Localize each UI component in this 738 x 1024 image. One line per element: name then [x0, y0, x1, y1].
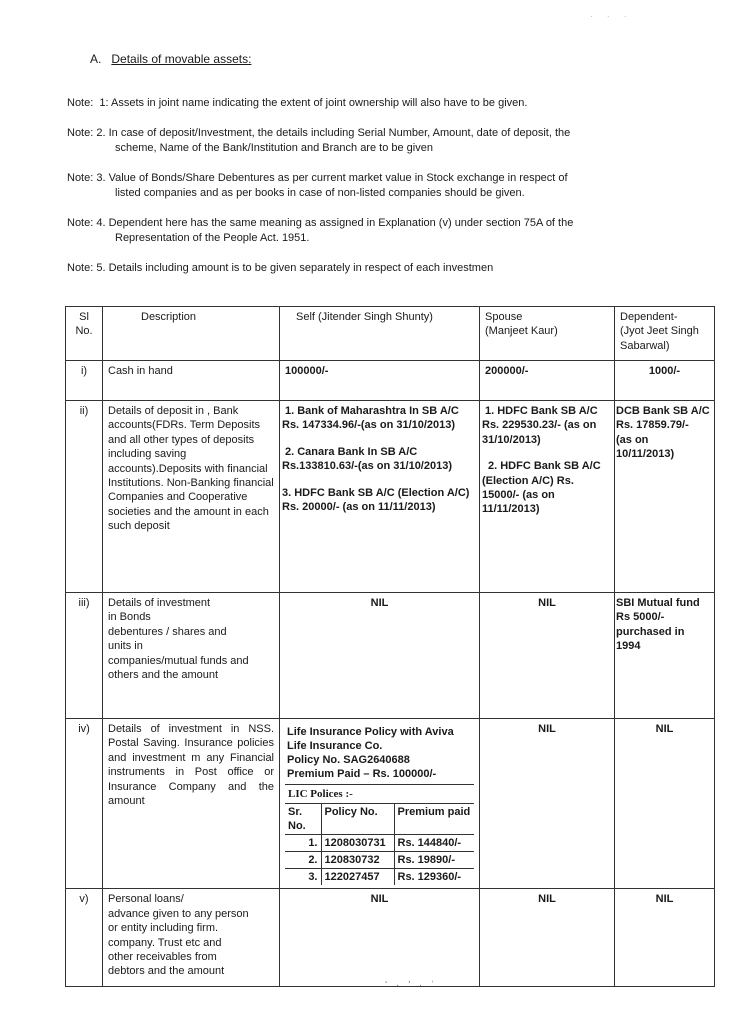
table-row	[66, 593, 715, 719]
row-sl: iv)	[66, 719, 103, 889]
desc-line: debentures / shares and	[108, 625, 227, 638]
policy-line: Premium Paid – Rs. 100000/-	[287, 768, 437, 780]
desc-line: others and the amount	[108, 669, 219, 682]
row-self	[280, 401, 480, 593]
row-self: 100000/-	[280, 361, 480, 401]
note-text-cont: scheme, Name of the Bank/Institution and Branch are to be given	[115, 142, 433, 154]
lic-row	[285, 852, 474, 869]
note-4	[67, 216, 667, 246]
table-row	[66, 401, 715, 593]
assets-table	[65, 306, 715, 987]
row-dependent	[615, 401, 715, 593]
note-text: 1: Assets in joint name indicating the extent of joint ownership will also have to be given.	[99, 97, 528, 109]
desc-line: debtors and the amount	[108, 965, 225, 978]
deposit-line: Rs. 147334.96/-(as on 31/10/2013)	[282, 419, 456, 432]
note-text-cont: Representation of the People Act. 1951.	[115, 232, 310, 244]
note-text: 4. Dependent here has the same meaning as assigned in Explanation (v) under section 75A of the	[96, 217, 574, 229]
deposit-line: (Election A/C) Rs.	[482, 474, 574, 487]
policy-line: Life Insurance Co.	[287, 740, 383, 752]
row-spouse: NIL	[480, 719, 615, 889]
row-self: NIL	[280, 889, 480, 987]
lic-header: Policy No.	[321, 804, 394, 835]
header-spouse	[480, 307, 615, 361]
footer-mark: ʻ · ’ · ʾ	[385, 980, 438, 991]
row-spouse: 200000/-	[480, 361, 615, 401]
lic-header: Sr. No.	[285, 804, 321, 835]
deposit-line: 11/11/2013)	[482, 503, 540, 516]
row-spouse: NIL	[480, 889, 615, 987]
note-text: 5. Details including amount is to be given separately in respect of each investmen	[96, 262, 494, 274]
note-label: Note:	[67, 97, 94, 109]
header-dependent	[615, 307, 715, 361]
desc-line: other receivables from	[108, 951, 217, 964]
lic-cell: Rs. 129360/-	[394, 869, 474, 886]
header-sl-line: No.	[75, 325, 93, 338]
deposit-line: Rs.133810.63/-(as on 31/10/2013)	[282, 460, 453, 473]
header-dependent-line: Dependent-	[620, 311, 678, 323]
note-label: Note:	[67, 262, 94, 274]
row-self: NIL	[280, 593, 480, 719]
row-dependent	[615, 593, 715, 719]
lic-cell: 3.	[285, 869, 321, 886]
lic-header-row	[285, 804, 474, 835]
desc-line: company. Trust etc and	[108, 936, 222, 949]
policy-line: Life Insurance Policy with Aviva	[287, 726, 454, 738]
row-dependent: 1000/-	[615, 361, 715, 401]
dependent-line: purchased in	[616, 625, 685, 638]
lic-cell: 1.	[285, 835, 321, 852]
deposit-line: Rs. 17859.79/-	[616, 419, 689, 432]
header-spouse-line: Spouse	[485, 311, 523, 323]
lic-cell: Rs. 19890/-	[394, 852, 474, 869]
row-description	[103, 593, 280, 719]
lic-cell: 1208030731	[321, 835, 394, 852]
note-5	[67, 261, 667, 276]
header-dependent-line: (Jyot Jeet Singh	[620, 325, 699, 338]
row-dependent: NIL	[615, 889, 715, 987]
header-sl-line: Sl	[79, 311, 89, 323]
row-description	[103, 889, 280, 987]
header-spouse-line: (Manjeet Kaur)	[485, 325, 558, 338]
lic-header: Premium paid	[394, 804, 474, 835]
table-row	[66, 719, 715, 889]
row-self	[280, 719, 480, 889]
deposit-line: Rs. 20000/- (as on 11/11/2013)	[282, 501, 436, 514]
lic-row	[285, 869, 474, 886]
section-prefix: A.	[90, 52, 102, 66]
table-row	[66, 889, 715, 987]
deposit-line: 31/10/2013)	[482, 433, 541, 446]
note-text: 3. Value of Bonds/Share Debentures as per current market value in Stock exchange in respect of	[96, 172, 568, 184]
row-dependent: NIL	[615, 719, 715, 889]
lic-cell: 122027457	[321, 869, 394, 886]
scan-speck: · · ·	[590, 12, 633, 21]
row-sl: iii)	[66, 593, 103, 719]
deposit-line: 3. HDFC Bank SB A/C (Election A/C)	[282, 486, 470, 499]
lic-table	[285, 803, 474, 885]
lic-title: LIC Polices :-	[285, 784, 474, 803]
row-sl: i)	[66, 361, 103, 401]
note-text-cont: listed companies and as per books in case of non-listed companies should be given.	[115, 187, 525, 199]
desc-line: units in	[108, 640, 143, 653]
dependent-line: Rs 5000/-	[616, 611, 665, 624]
deposit-line: 10/11/2013)	[616, 448, 675, 461]
header-self: Self (Jitender Singh Shunty)	[280, 307, 480, 361]
row-description: Details of deposit in , Bank accounts(FDRs. Term Deposits and all other types of deposits including saving accounts).Deposits with financial Institutions. Non-Banking financial Companies and Cooperative societies and the amount in each such deposit	[103, 401, 280, 593]
note-3	[67, 171, 667, 201]
dependent-line: 1994	[616, 640, 641, 653]
lic-cell: 120830732	[321, 852, 394, 869]
deposit-line: 15000/- (as on	[482, 489, 555, 502]
lic-row	[285, 835, 474, 852]
dependent-line: SBI Mutual fund	[616, 597, 700, 609]
deposit-line: Rs. 229530.23/- (as on	[482, 419, 597, 432]
header-description: Description	[103, 307, 280, 361]
note-2	[67, 126, 667, 156]
deposit-line: (as on	[616, 433, 649, 446]
row-sl: ii)	[66, 401, 103, 593]
desc-line: Personal loans/	[108, 893, 184, 906]
header-sl	[66, 307, 103, 361]
table-header-row	[66, 307, 715, 361]
row-description: Details of investment in NSS. Postal Saving. Insurance policies and investment m any Financial instruments in Post office or Insurance Company and the amount	[103, 719, 280, 889]
section-title: Details of movable assets:	[111, 52, 252, 66]
desc-line: or entity including firm.	[108, 922, 219, 935]
note-label: Note:	[67, 217, 94, 229]
deposit-line: 1. HDFC Bank SB A/C	[485, 405, 598, 417]
desc-line: companies/mutual funds and	[108, 654, 249, 667]
desc-line: Details of investment	[108, 597, 211, 609]
row-sl: v)	[66, 889, 103, 987]
desc-line: in Bonds	[108, 611, 151, 624]
section-heading	[90, 52, 251, 66]
deposit-line: 2. HDFC Bank SB A/C	[488, 460, 601, 473]
row-spouse	[480, 401, 615, 593]
header-dependent-line: Sabarwal)	[620, 339, 670, 352]
deposit-line: 2. Canara Bank In SB A/C	[285, 445, 418, 458]
note-text: 2. In case of deposit/Investment, the details including Serial Number, Amount, date of deposit, the	[96, 127, 571, 139]
policy-block	[285, 722, 474, 784]
lic-cell: 2.	[285, 852, 321, 869]
row-spouse: NIL	[480, 593, 615, 719]
deposit-line: 1. Bank of Maharashtra In SB A/C	[285, 405, 459, 417]
policy-line: Policy No. SAG2640688	[287, 754, 410, 766]
note-1	[67, 96, 667, 111]
note-label: Note:	[67, 172, 94, 184]
lic-cell: Rs. 144840/-	[394, 835, 474, 852]
deposit-line: DCB Bank SB A/C	[616, 405, 710, 417]
note-label: Note:	[67, 127, 94, 139]
table-row	[66, 361, 715, 401]
row-description: Cash in hand	[103, 361, 280, 401]
desc-line: advance given to any person	[108, 907, 249, 920]
